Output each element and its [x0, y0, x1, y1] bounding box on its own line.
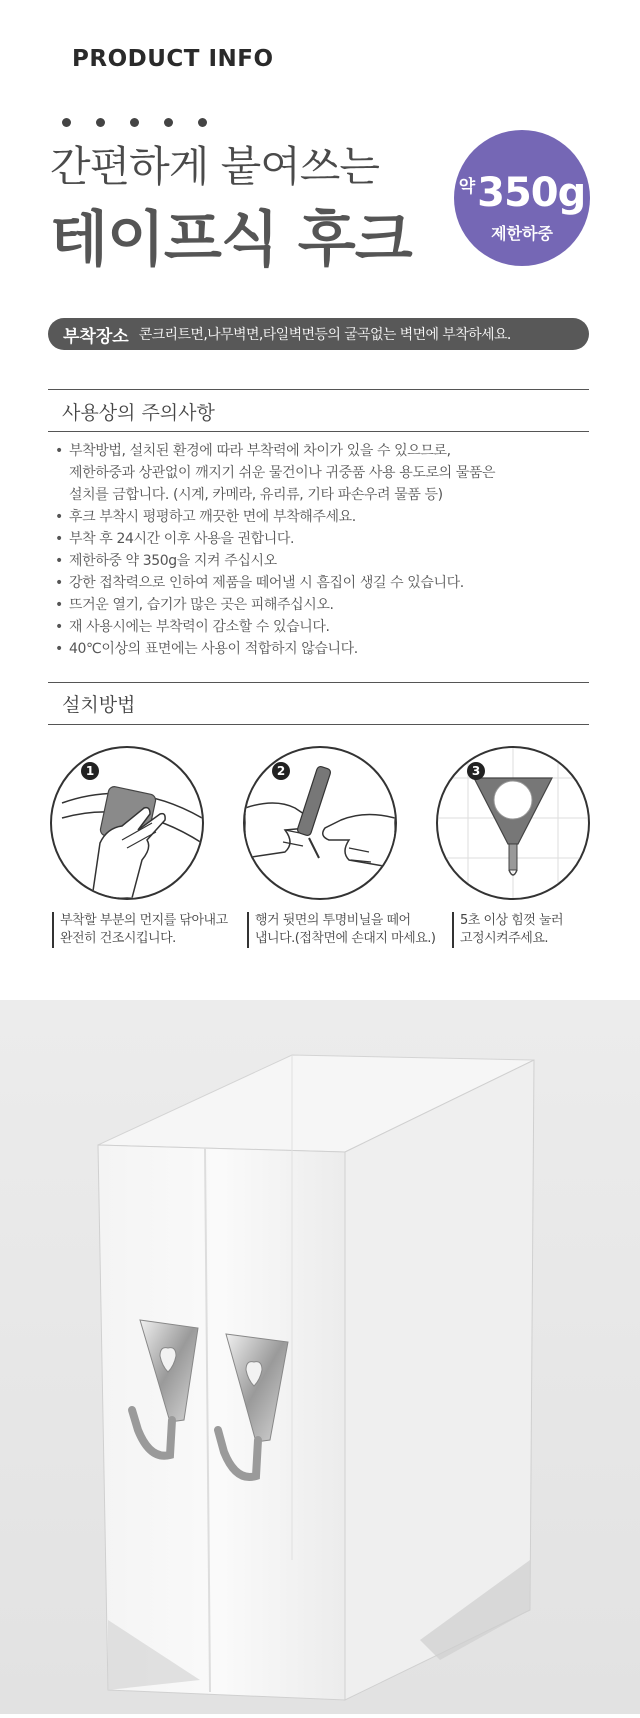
caution-list	[55, 440, 595, 660]
step-1-number: 1	[81, 762, 99, 780]
step-3-illustration	[436, 746, 590, 900]
install-title: 설치방법	[62, 694, 136, 716]
step-2-number: 2	[272, 762, 290, 780]
pressing-hook-icon	[438, 748, 588, 898]
load-limit-badge	[454, 130, 590, 266]
step-1-illustration	[50, 746, 204, 900]
title-line-2: 테이프식 후크	[50, 205, 412, 275]
badge-sub: 제한하중	[491, 224, 553, 243]
product-info-heading: PRODUCT INFO	[72, 46, 274, 72]
step-3-number: 3	[467, 762, 485, 780]
location-bar	[48, 318, 589, 350]
caution-item: • 강한 접착력으로 인하여 제품을 떼어낼 시 흠집이 생길 수 있습니다.	[55, 572, 595, 594]
divider	[48, 724, 589, 725]
emphasis-dots	[62, 118, 207, 127]
caution-item: • 뜨거운 열기, 습기가 많은 곳은 피해주십시오.	[55, 594, 595, 616]
divider	[48, 431, 589, 432]
wiping-hand-icon	[52, 748, 202, 898]
caution-title: 사용상의 주의사항	[62, 402, 215, 424]
acrylic-block-with-hooks-image	[0, 1000, 640, 1714]
divider	[48, 682, 589, 683]
product-photo	[0, 1000, 640, 1714]
caution-item: • 후크 부착시 평평하고 깨끗한 면에 부착해주세요.	[55, 506, 595, 528]
step-2-illustration	[243, 746, 397, 900]
badge-weight: 350g	[477, 170, 586, 216]
peeling-film-icon	[245, 748, 395, 898]
caution-item: • 재 사용시에는 부착력이 감소할 수 있습니다.	[55, 616, 595, 638]
caution-item: • 부착 후 24시간 이후 사용을 권합니다.	[55, 528, 595, 550]
caution-item: • 부착방법, 설치된 환경에 따라 부착력에 차이가 있을 수 있으므로, 제한하중과 상관없이 깨지기 쉬운 물건이나 귀중품 사용 용도로의 물품은 설치를 금합니다. (시계, 카메라, 유리류, 기타 파손우려 물품 등)	[55, 440, 595, 506]
title-line-1: 간편하게 붙여쓰는	[50, 142, 379, 191]
badge-prefix: 약	[458, 177, 476, 197]
caution-item: • 제한하중 약 350g을 지켜 주십시오	[55, 550, 595, 572]
location-label: 부착장소	[63, 326, 129, 347]
step-1-caption: 부착할 부분의 먼지를 닦아내고 완전히 건조시킵니다.	[52, 912, 228, 948]
caution-item: • 40℃이상의 표면에는 사용이 적합하지 않습니다.	[55, 638, 595, 660]
step-2-caption: 행거 뒷면의 투명비닐을 떼어 냅니다.(접착면에 손대지 마세요.)	[247, 912, 435, 948]
location-desc: 콘크리트면,나무벽면,타일벽면등의 굴곡없는 벽면에 부착하세요.	[138, 327, 511, 343]
divider	[48, 389, 589, 390]
step-3-caption: 5초 이상 힘껏 눌러 고정시켜주세요.	[452, 912, 563, 948]
